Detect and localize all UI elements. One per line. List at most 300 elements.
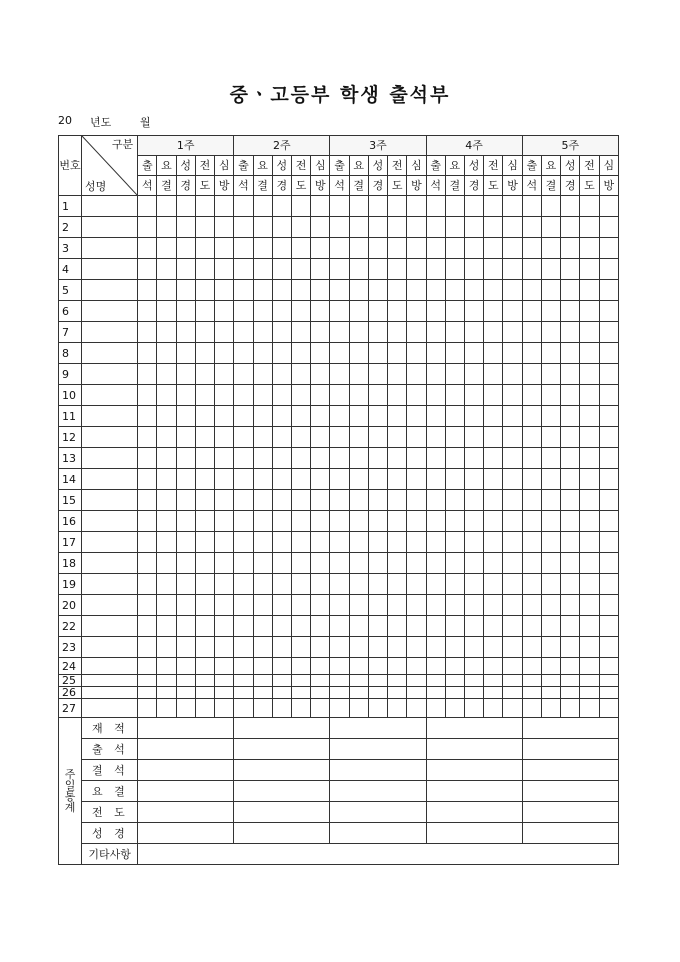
attendance-cell[interactable] xyxy=(484,687,503,699)
attendance-cell[interactable] xyxy=(541,675,560,687)
attendance-cell[interactable] xyxy=(311,448,330,469)
attendance-cell[interactable] xyxy=(580,616,599,637)
attendance-cell[interactable] xyxy=(195,675,214,687)
attendance-cell[interactable] xyxy=(426,238,445,259)
attendance-cell[interactable] xyxy=(388,364,407,385)
attendance-cell[interactable] xyxy=(291,687,310,699)
attendance-cell[interactable] xyxy=(272,364,291,385)
attendance-cell[interactable] xyxy=(599,687,618,699)
attendance-cell[interactable] xyxy=(580,217,599,238)
attendance-cell[interactable] xyxy=(138,196,157,217)
attendance-cell[interactable] xyxy=(599,616,618,637)
attendance-cell[interactable] xyxy=(561,427,580,448)
attendance-cell[interactable] xyxy=(541,364,560,385)
attendance-cell[interactable] xyxy=(349,675,368,687)
attendance-cell[interactable] xyxy=(388,658,407,675)
attendance-cell[interactable] xyxy=(176,280,195,301)
student-name-cell[interactable] xyxy=(82,238,138,259)
attendance-cell[interactable] xyxy=(291,574,310,595)
attendance-cell[interactable] xyxy=(311,322,330,343)
attendance-cell[interactable] xyxy=(561,574,580,595)
attendance-cell[interactable] xyxy=(561,675,580,687)
attendance-cell[interactable] xyxy=(445,301,464,322)
attendance-cell[interactable] xyxy=(176,675,195,687)
attendance-cell[interactable] xyxy=(464,574,483,595)
attendance-cell[interactable] xyxy=(561,364,580,385)
attendance-cell[interactable] xyxy=(580,448,599,469)
attendance-cell[interactable] xyxy=(503,574,522,595)
attendance-cell[interactable] xyxy=(484,322,503,343)
attendance-cell[interactable] xyxy=(522,637,541,658)
attendance-cell[interactable] xyxy=(330,385,349,406)
attendance-cell[interactable] xyxy=(464,532,483,553)
attendance-cell[interactable] xyxy=(330,301,349,322)
attendance-cell[interactable] xyxy=(464,448,483,469)
attendance-cell[interactable] xyxy=(445,699,464,718)
attendance-cell[interactable] xyxy=(445,637,464,658)
attendance-cell[interactable] xyxy=(368,637,387,658)
attendance-cell[interactable] xyxy=(195,532,214,553)
attendance-cell[interactable] xyxy=(407,616,426,637)
attendance-cell[interactable] xyxy=(253,259,272,280)
attendance-cell[interactable] xyxy=(484,469,503,490)
attendance-cell[interactable] xyxy=(407,637,426,658)
attendance-cell[interactable] xyxy=(503,490,522,511)
attendance-cell[interactable] xyxy=(388,427,407,448)
attendance-cell[interactable] xyxy=(215,637,234,658)
student-name-cell[interactable] xyxy=(82,196,138,217)
attendance-cell[interactable] xyxy=(234,616,253,637)
attendance-cell[interactable] xyxy=(464,595,483,616)
attendance-cell[interactable] xyxy=(138,675,157,687)
attendance-cell[interactable] xyxy=(291,637,310,658)
attendance-cell[interactable] xyxy=(388,322,407,343)
attendance-cell[interactable] xyxy=(291,196,310,217)
attendance-cell[interactable] xyxy=(157,699,176,718)
attendance-cell[interactable] xyxy=(195,301,214,322)
attendance-cell[interactable] xyxy=(407,196,426,217)
attendance-cell[interactable] xyxy=(291,699,310,718)
attendance-cell[interactable] xyxy=(176,469,195,490)
attendance-cell[interactable] xyxy=(580,385,599,406)
attendance-cell[interactable] xyxy=(253,280,272,301)
attendance-cell[interactable] xyxy=(599,595,618,616)
attendance-cell[interactable] xyxy=(330,595,349,616)
attendance-cell[interactable] xyxy=(349,238,368,259)
attendance-cell[interactable] xyxy=(522,574,541,595)
attendance-cell[interactable] xyxy=(311,406,330,427)
attendance-cell[interactable] xyxy=(272,448,291,469)
attendance-cell[interactable] xyxy=(349,511,368,532)
attendance-cell[interactable] xyxy=(426,687,445,699)
attendance-cell[interactable] xyxy=(176,259,195,280)
attendance-cell[interactable] xyxy=(195,259,214,280)
attendance-cell[interactable] xyxy=(445,616,464,637)
attendance-cell[interactable] xyxy=(234,406,253,427)
attendance-cell[interactable] xyxy=(215,469,234,490)
attendance-cell[interactable] xyxy=(291,364,310,385)
attendance-cell[interactable] xyxy=(388,511,407,532)
attendance-cell[interactable] xyxy=(291,385,310,406)
attendance-cell[interactable] xyxy=(426,511,445,532)
attendance-cell[interactable] xyxy=(195,658,214,675)
attendance-cell[interactable] xyxy=(426,196,445,217)
attendance-cell[interactable] xyxy=(215,280,234,301)
attendance-cell[interactable] xyxy=(368,196,387,217)
attendance-cell[interactable] xyxy=(234,448,253,469)
attendance-cell[interactable] xyxy=(311,490,330,511)
attendance-cell[interactable] xyxy=(138,448,157,469)
attendance-cell[interactable] xyxy=(484,658,503,675)
attendance-cell[interactable] xyxy=(503,385,522,406)
attendance-cell[interactable] xyxy=(349,448,368,469)
attendance-cell[interactable] xyxy=(291,238,310,259)
attendance-cell[interactable] xyxy=(195,280,214,301)
attendance-cell[interactable] xyxy=(599,490,618,511)
attendance-cell[interactable] xyxy=(426,637,445,658)
attendance-cell[interactable] xyxy=(138,511,157,532)
attendance-cell[interactable] xyxy=(426,675,445,687)
attendance-cell[interactable] xyxy=(195,343,214,364)
attendance-cell[interactable] xyxy=(311,238,330,259)
summary-week-cell[interactable] xyxy=(426,718,522,739)
attendance-cell[interactable] xyxy=(522,658,541,675)
attendance-cell[interactable] xyxy=(176,595,195,616)
attendance-cell[interactable] xyxy=(195,406,214,427)
attendance-cell[interactable] xyxy=(176,574,195,595)
attendance-cell[interactable] xyxy=(234,238,253,259)
attendance-cell[interactable] xyxy=(388,595,407,616)
attendance-cell[interactable] xyxy=(311,343,330,364)
attendance-cell[interactable] xyxy=(272,238,291,259)
attendance-cell[interactable] xyxy=(580,511,599,532)
attendance-cell[interactable] xyxy=(176,196,195,217)
attendance-cell[interactable] xyxy=(541,238,560,259)
attendance-cell[interactable] xyxy=(522,301,541,322)
attendance-cell[interactable] xyxy=(445,448,464,469)
attendance-cell[interactable] xyxy=(176,364,195,385)
attendance-cell[interactable] xyxy=(388,699,407,718)
attendance-cell[interactable] xyxy=(157,280,176,301)
attendance-cell[interactable] xyxy=(311,532,330,553)
summary-week-cell[interactable] xyxy=(426,739,522,760)
attendance-cell[interactable] xyxy=(599,385,618,406)
attendance-cell[interactable] xyxy=(234,637,253,658)
attendance-cell[interactable] xyxy=(349,574,368,595)
attendance-cell[interactable] xyxy=(561,385,580,406)
attendance-cell[interactable] xyxy=(291,217,310,238)
attendance-cell[interactable] xyxy=(522,687,541,699)
summary-week-cell[interactable] xyxy=(138,823,234,844)
attendance-cell[interactable] xyxy=(176,301,195,322)
student-name-cell[interactable] xyxy=(82,658,138,675)
attendance-cell[interactable] xyxy=(503,427,522,448)
attendance-cell[interactable] xyxy=(484,616,503,637)
attendance-cell[interactable] xyxy=(138,259,157,280)
attendance-cell[interactable] xyxy=(388,687,407,699)
attendance-cell[interactable] xyxy=(561,343,580,364)
attendance-cell[interactable] xyxy=(349,637,368,658)
attendance-cell[interactable] xyxy=(580,427,599,448)
attendance-cell[interactable] xyxy=(541,322,560,343)
attendance-cell[interactable] xyxy=(195,616,214,637)
attendance-cell[interactable] xyxy=(253,553,272,574)
attendance-cell[interactable] xyxy=(407,427,426,448)
attendance-cell[interactable] xyxy=(599,448,618,469)
attendance-cell[interactable] xyxy=(426,595,445,616)
attendance-cell[interactable] xyxy=(599,259,618,280)
attendance-cell[interactable] xyxy=(599,343,618,364)
attendance-cell[interactable] xyxy=(368,469,387,490)
attendance-cell[interactable] xyxy=(388,553,407,574)
attendance-cell[interactable] xyxy=(368,553,387,574)
attendance-cell[interactable] xyxy=(503,280,522,301)
attendance-cell[interactable] xyxy=(272,427,291,448)
student-name-cell[interactable] xyxy=(82,259,138,280)
attendance-cell[interactable] xyxy=(330,196,349,217)
attendance-cell[interactable] xyxy=(272,511,291,532)
attendance-cell[interactable] xyxy=(445,595,464,616)
attendance-cell[interactable] xyxy=(407,301,426,322)
attendance-cell[interactable] xyxy=(330,616,349,637)
attendance-cell[interactable] xyxy=(388,406,407,427)
attendance-cell[interactable] xyxy=(445,238,464,259)
attendance-cell[interactable] xyxy=(541,699,560,718)
attendance-cell[interactable] xyxy=(368,595,387,616)
student-name-cell[interactable] xyxy=(82,448,138,469)
student-name-cell[interactable] xyxy=(82,301,138,322)
summary-week-cell[interactable] xyxy=(426,760,522,781)
attendance-cell[interactable] xyxy=(484,217,503,238)
attendance-cell[interactable] xyxy=(484,364,503,385)
attendance-cell[interactable] xyxy=(407,448,426,469)
attendance-cell[interactable] xyxy=(311,364,330,385)
attendance-cell[interactable] xyxy=(176,532,195,553)
attendance-cell[interactable] xyxy=(157,385,176,406)
attendance-cell[interactable] xyxy=(215,259,234,280)
attendance-cell[interactable] xyxy=(368,217,387,238)
attendance-cell[interactable] xyxy=(484,490,503,511)
attendance-cell[interactable] xyxy=(215,364,234,385)
attendance-cell[interactable] xyxy=(541,427,560,448)
attendance-cell[interactable] xyxy=(522,196,541,217)
attendance-cell[interactable] xyxy=(388,196,407,217)
attendance-cell[interactable] xyxy=(234,532,253,553)
attendance-cell[interactable] xyxy=(503,238,522,259)
attendance-cell[interactable] xyxy=(503,301,522,322)
attendance-cell[interactable] xyxy=(157,469,176,490)
attendance-cell[interactable] xyxy=(561,217,580,238)
attendance-cell[interactable] xyxy=(541,637,560,658)
summary-week-cell[interactable] xyxy=(426,802,522,823)
attendance-cell[interactable] xyxy=(157,259,176,280)
attendance-cell[interactable] xyxy=(522,490,541,511)
attendance-cell[interactable] xyxy=(291,469,310,490)
attendance-cell[interactable] xyxy=(349,490,368,511)
attendance-cell[interactable] xyxy=(445,574,464,595)
attendance-cell[interactable] xyxy=(388,490,407,511)
attendance-cell[interactable] xyxy=(349,217,368,238)
attendance-cell[interactable] xyxy=(311,616,330,637)
attendance-cell[interactable] xyxy=(522,259,541,280)
attendance-cell[interactable] xyxy=(138,595,157,616)
attendance-cell[interactable] xyxy=(330,364,349,385)
attendance-cell[interactable] xyxy=(215,532,234,553)
attendance-cell[interactable] xyxy=(503,687,522,699)
attendance-cell[interactable] xyxy=(580,406,599,427)
attendance-cell[interactable] xyxy=(234,217,253,238)
attendance-cell[interactable] xyxy=(138,490,157,511)
summary-week-cell[interactable] xyxy=(330,760,426,781)
attendance-cell[interactable] xyxy=(561,280,580,301)
attendance-cell[interactable] xyxy=(561,259,580,280)
attendance-cell[interactable] xyxy=(272,280,291,301)
summary-week-cell[interactable] xyxy=(330,823,426,844)
attendance-cell[interactable] xyxy=(330,322,349,343)
attendance-cell[interactable] xyxy=(580,687,599,699)
attendance-cell[interactable] xyxy=(157,364,176,385)
attendance-cell[interactable] xyxy=(407,511,426,532)
attendance-cell[interactable] xyxy=(157,217,176,238)
attendance-cell[interactable] xyxy=(561,490,580,511)
attendance-cell[interactable] xyxy=(234,658,253,675)
attendance-cell[interactable] xyxy=(291,595,310,616)
attendance-cell[interactable] xyxy=(561,637,580,658)
attendance-cell[interactable] xyxy=(234,301,253,322)
attendance-cell[interactable] xyxy=(215,490,234,511)
attendance-cell[interactable] xyxy=(503,511,522,532)
attendance-cell[interactable] xyxy=(330,406,349,427)
attendance-cell[interactable] xyxy=(330,574,349,595)
attendance-cell[interactable] xyxy=(368,406,387,427)
attendance-cell[interactable] xyxy=(503,259,522,280)
attendance-cell[interactable] xyxy=(234,364,253,385)
attendance-cell[interactable] xyxy=(522,595,541,616)
attendance-cell[interactable] xyxy=(138,658,157,675)
attendance-cell[interactable] xyxy=(522,511,541,532)
attendance-cell[interactable] xyxy=(445,196,464,217)
attendance-cell[interactable] xyxy=(253,406,272,427)
attendance-cell[interactable] xyxy=(138,364,157,385)
attendance-cell[interactable] xyxy=(215,217,234,238)
attendance-cell[interactable] xyxy=(445,385,464,406)
attendance-cell[interactable] xyxy=(272,574,291,595)
attendance-cell[interactable] xyxy=(234,553,253,574)
attendance-cell[interactable] xyxy=(215,301,234,322)
attendance-cell[interactable] xyxy=(176,490,195,511)
attendance-cell[interactable] xyxy=(195,595,214,616)
attendance-cell[interactable] xyxy=(215,343,234,364)
attendance-cell[interactable] xyxy=(349,595,368,616)
attendance-cell[interactable] xyxy=(138,385,157,406)
attendance-cell[interactable] xyxy=(349,301,368,322)
attendance-cell[interactable] xyxy=(138,574,157,595)
attendance-cell[interactable] xyxy=(541,301,560,322)
attendance-cell[interactable] xyxy=(368,364,387,385)
attendance-cell[interactable] xyxy=(368,675,387,687)
attendance-cell[interactable] xyxy=(561,301,580,322)
attendance-cell[interactable] xyxy=(253,469,272,490)
attendance-cell[interactable] xyxy=(157,675,176,687)
attendance-cell[interactable] xyxy=(215,385,234,406)
attendance-cell[interactable] xyxy=(291,658,310,675)
attendance-cell[interactable] xyxy=(522,616,541,637)
attendance-cell[interactable] xyxy=(580,658,599,675)
student-name-cell[interactable] xyxy=(82,699,138,718)
student-name-cell[interactable] xyxy=(82,687,138,699)
summary-week-cell[interactable] xyxy=(522,802,618,823)
student-name-cell[interactable] xyxy=(82,616,138,637)
attendance-cell[interactable] xyxy=(426,532,445,553)
attendance-cell[interactable] xyxy=(407,658,426,675)
attendance-cell[interactable] xyxy=(330,238,349,259)
attendance-cell[interactable] xyxy=(330,490,349,511)
attendance-cell[interactable] xyxy=(176,343,195,364)
attendance-cell[interactable] xyxy=(445,259,464,280)
summary-week-cell[interactable] xyxy=(522,823,618,844)
attendance-cell[interactable] xyxy=(253,511,272,532)
attendance-cell[interactable] xyxy=(138,217,157,238)
attendance-cell[interactable] xyxy=(580,364,599,385)
attendance-cell[interactable] xyxy=(426,385,445,406)
summary-week-cell[interactable] xyxy=(138,781,234,802)
attendance-cell[interactable] xyxy=(426,364,445,385)
attendance-cell[interactable] xyxy=(311,427,330,448)
attendance-cell[interactable] xyxy=(599,196,618,217)
attendance-cell[interactable] xyxy=(215,406,234,427)
attendance-cell[interactable] xyxy=(522,427,541,448)
attendance-cell[interactable] xyxy=(464,675,483,687)
attendance-cell[interactable] xyxy=(253,448,272,469)
attendance-cell[interactable] xyxy=(561,699,580,718)
attendance-cell[interactable] xyxy=(157,490,176,511)
attendance-cell[interactable] xyxy=(157,658,176,675)
attendance-cell[interactable] xyxy=(426,406,445,427)
attendance-cell[interactable] xyxy=(195,196,214,217)
student-name-cell[interactable] xyxy=(82,364,138,385)
attendance-cell[interactable] xyxy=(138,699,157,718)
attendance-cell[interactable] xyxy=(445,343,464,364)
attendance-cell[interactable] xyxy=(330,343,349,364)
attendance-cell[interactable] xyxy=(368,687,387,699)
attendance-cell[interactable] xyxy=(195,687,214,699)
attendance-cell[interactable] xyxy=(368,532,387,553)
attendance-cell[interactable] xyxy=(311,553,330,574)
attendance-cell[interactable] xyxy=(272,658,291,675)
attendance-cell[interactable] xyxy=(388,280,407,301)
attendance-cell[interactable] xyxy=(464,469,483,490)
attendance-cell[interactable] xyxy=(445,553,464,574)
attendance-cell[interactable] xyxy=(291,322,310,343)
attendance-cell[interactable] xyxy=(311,259,330,280)
attendance-cell[interactable] xyxy=(464,511,483,532)
attendance-cell[interactable] xyxy=(561,196,580,217)
attendance-cell[interactable] xyxy=(138,238,157,259)
summary-week-cell[interactable] xyxy=(234,718,330,739)
attendance-cell[interactable] xyxy=(349,385,368,406)
attendance-cell[interactable] xyxy=(311,196,330,217)
attendance-cell[interactable] xyxy=(272,301,291,322)
attendance-cell[interactable] xyxy=(176,406,195,427)
attendance-cell[interactable] xyxy=(368,658,387,675)
attendance-cell[interactable] xyxy=(599,364,618,385)
attendance-cell[interactable] xyxy=(195,427,214,448)
attendance-cell[interactable] xyxy=(599,238,618,259)
student-name-cell[interactable] xyxy=(82,511,138,532)
attendance-cell[interactable] xyxy=(522,385,541,406)
attendance-cell[interactable] xyxy=(138,469,157,490)
attendance-cell[interactable] xyxy=(272,490,291,511)
